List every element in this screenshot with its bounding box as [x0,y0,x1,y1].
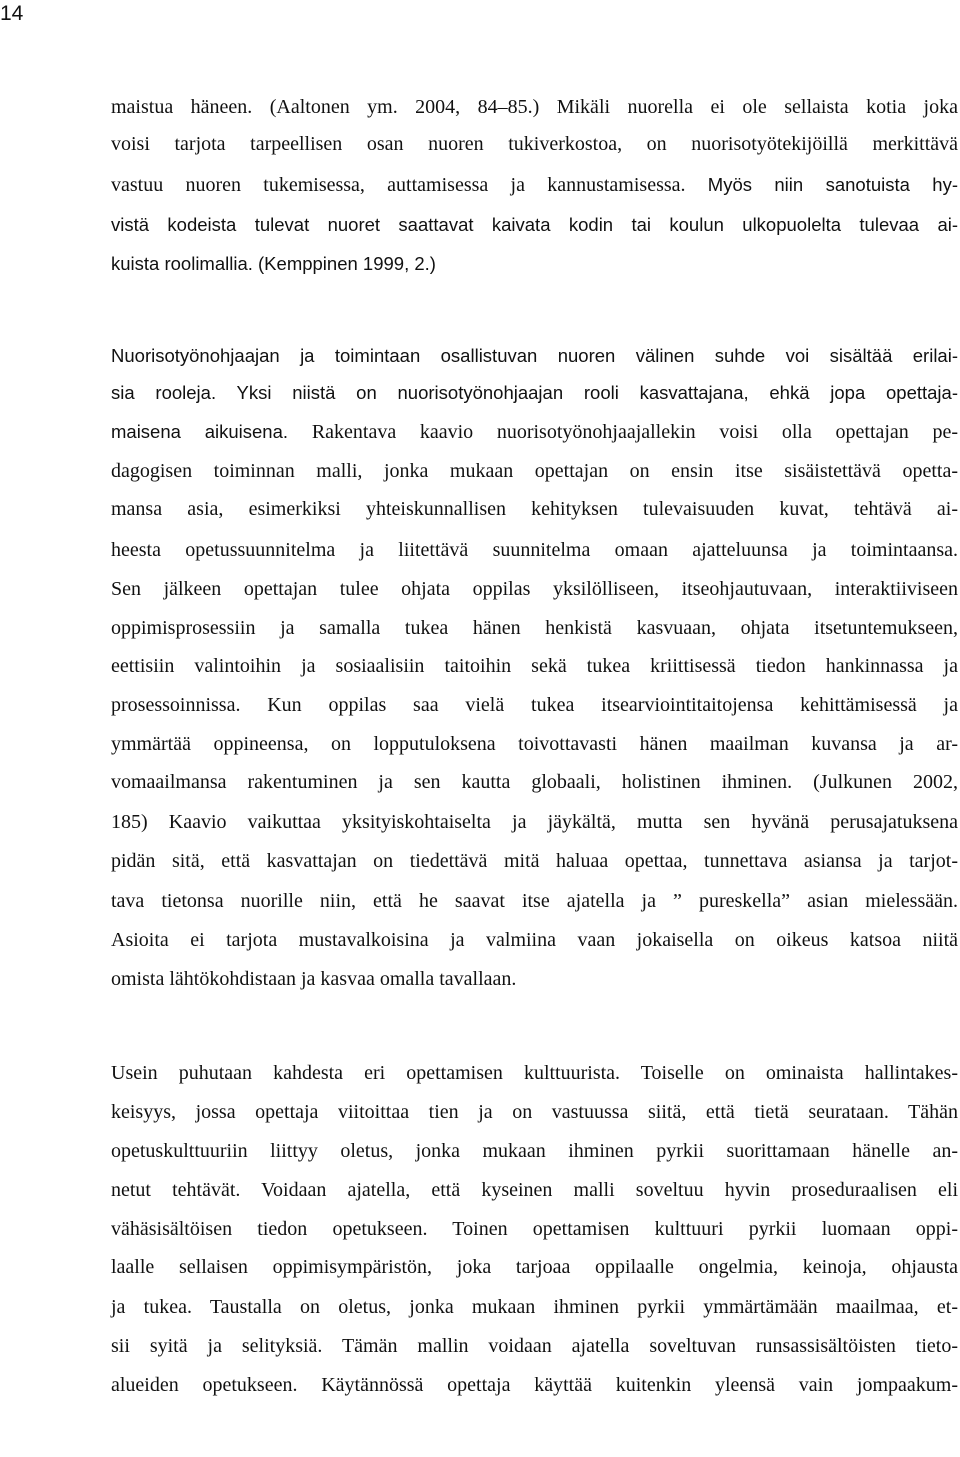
text-line [111,252,436,276]
text-line [111,1295,958,1319]
text-segment: 185) Kaavio vaikuttaa yksityiskohtaiselta ja jäykältä, mutta sen hyvänä perusajatuksena [111,811,958,833]
text-segment: ymmärtää oppineensa, on lopputuloksena toivottavasti hänen maailman kuvansa ja ar- [111,733,958,755]
text-segment: omista lähtökohdistaan ja kasvaa omalla tavallaan. [111,968,517,990]
text-segment: maisena aikuisena. [111,421,312,442]
text-line [111,928,958,952]
text-line [111,132,958,156]
text-line [111,538,958,562]
text-segment: netut tehtävät. Voidaan ajatella, että kyseinen malli soveltuu hyvin proseduraalisen eli [111,1179,958,1201]
text-line [111,732,958,756]
page-number: 14 [0,2,24,25]
text-segment: ja tukea. Taustalla on oletus, jonka mukaan ihminen pyrkii ymmärtämään maailmaa, et- [111,1296,958,1318]
text-segment: sii syitä ja selityksiä. Tämän mallin voidaan ajatella soveltuvan runsassisältöisten tieto- [111,1335,958,1357]
text-segment: Sen jälkeen opettajan tulee ohjata oppilas yksilölliseen, itseohjautuvaan, interaktiiviseen [111,578,958,600]
text-segment: laalle sellaisen oppimisympäristön, joka tarjoaa oppilaalle ongelmia, keinoja, ohjausta [111,1256,958,1278]
text-segment: mansa asia, esimerkiksi yhteiskunnallisen kehityksen tulevaisuuden kuvat, tehtävä ai- [111,498,958,520]
text-line [111,1100,958,1124]
text-line [111,889,958,913]
text-segment: Nuorisotyönohjaajan ja toimintaan osallistuvan nuoren välinen suhde voi sisältää erilai- [111,345,958,366]
text-line [111,849,958,873]
text-segment: maistua häneen. (Aaltonen ym. 2004, 84–85.) Mikäli nuorella ei ole sellaista kotia joka [111,96,958,118]
text-segment: dagogisen toiminnan malli, jonka mukaan opettajan on ensin itse sisäistettävä opetta- [111,460,958,482]
text-segment: vistä kodeista tulevat nuoret saattavat kaivata kodin tai koulun ulkopuolelta tulevaa ai- [111,214,958,235]
text-line [111,1178,958,1202]
text-line [111,770,958,794]
text-line [111,459,958,483]
text-segment: sia rooleja. Yksi niistä on nuorisotyönohjaajan rooli kasvattajana, ehkä jopa opettaja- [111,382,958,403]
text-line [111,1334,958,1358]
text-line [111,654,958,678]
text-line [111,1061,958,1085]
text-line [111,1217,958,1241]
text-line [111,1373,958,1397]
text-segment: vähäsisältöisen tiedon opetukseen. Toinen opettamisen kulttuuri pyrkii luomaan oppi- [111,1218,958,1240]
text-line [111,173,958,197]
text-line [111,381,958,405]
text-segment: Myös niin sanotuista hy- [707,174,959,195]
text-segment: vastuu nuoren tukemisessa, auttamisessa ja kannustamisessa. [111,174,708,196]
text-segment: Rakentava kaavio nuorisotyönohjaajallekin voisi olla opettajan pe- [311,421,958,443]
text-line [111,810,958,834]
text-line [111,693,958,717]
text-segment: prosessoinnissa. Kun oppilas saa vielä tukea itsearviointitaitojensa kehittämisessä ja [111,694,958,716]
text-segment: alueiden opetukseen. Käytännössä opettaja käyttää kuitenkin yleensä vain jompaakum- [111,1374,958,1396]
text-segment: Usein puhutaan kahdesta eri opettamisen kulttuurista. Toiselle on ominaista hallintakes- [111,1062,958,1084]
text-line [111,1139,958,1163]
text-line [111,497,958,521]
text-line [111,616,958,640]
text-segment: oppimisprosessiin ja samalla tukea hänen henkistä kasvuaan, ohjata itsetuntemukseen, [111,617,958,639]
text-line [111,420,958,444]
text-segment: kuista roolimallia. (Kemppinen 1999, 2.) [111,253,436,274]
text-segment: heesta opetussuunnitelma ja liitettävä suunnitelma omaan ajatteluunsa ja toimintaansa. [111,539,958,561]
text-segment: eettisiin valintoihin ja sosiaalisiin taitoihin sekä tukea kriittisessä tiedon hankinnassa ja [111,655,958,677]
text-line [111,1255,958,1279]
text-line [111,967,516,991]
text-segment: keisyys, jossa opettaja viitoittaa tien ja on vastuussa siitä, että tietä seurataan. Tähän [111,1101,958,1123]
text-segment: opetuskulttuuriin liittyy oletus, jonka mukaan ihminen pyrkii suorittamaan hänelle an- [111,1140,958,1162]
text-line [111,213,958,237]
text-segment: tava tietonsa nuorille niin, että he saavat itse ajatella ja ” pureskella” asian mielessään. [111,890,958,912]
text-segment: vomaailmansa rakentuminen ja sen kautta globaali, holistinen ihminen. (Julkunen 2002, [111,771,958,793]
text-segment: Asioita ei tarjota mustavalkoisina ja valmiina vaan jokaisella on oikeus katsoa niitä [111,929,958,951]
text-segment: voisi tarjota tarpeellisen osan nuoren tukiverkostoa, on nuorisotyötekijöillä merkittävä [111,133,958,155]
text-line [111,344,958,368]
text-segment: pidän sitä, että kasvattajan on tiedettävä mitä haluaa opettaa, tunnettava asiansa ja tarjot- [111,850,958,872]
text-line [111,577,958,601]
text-line [111,95,958,119]
